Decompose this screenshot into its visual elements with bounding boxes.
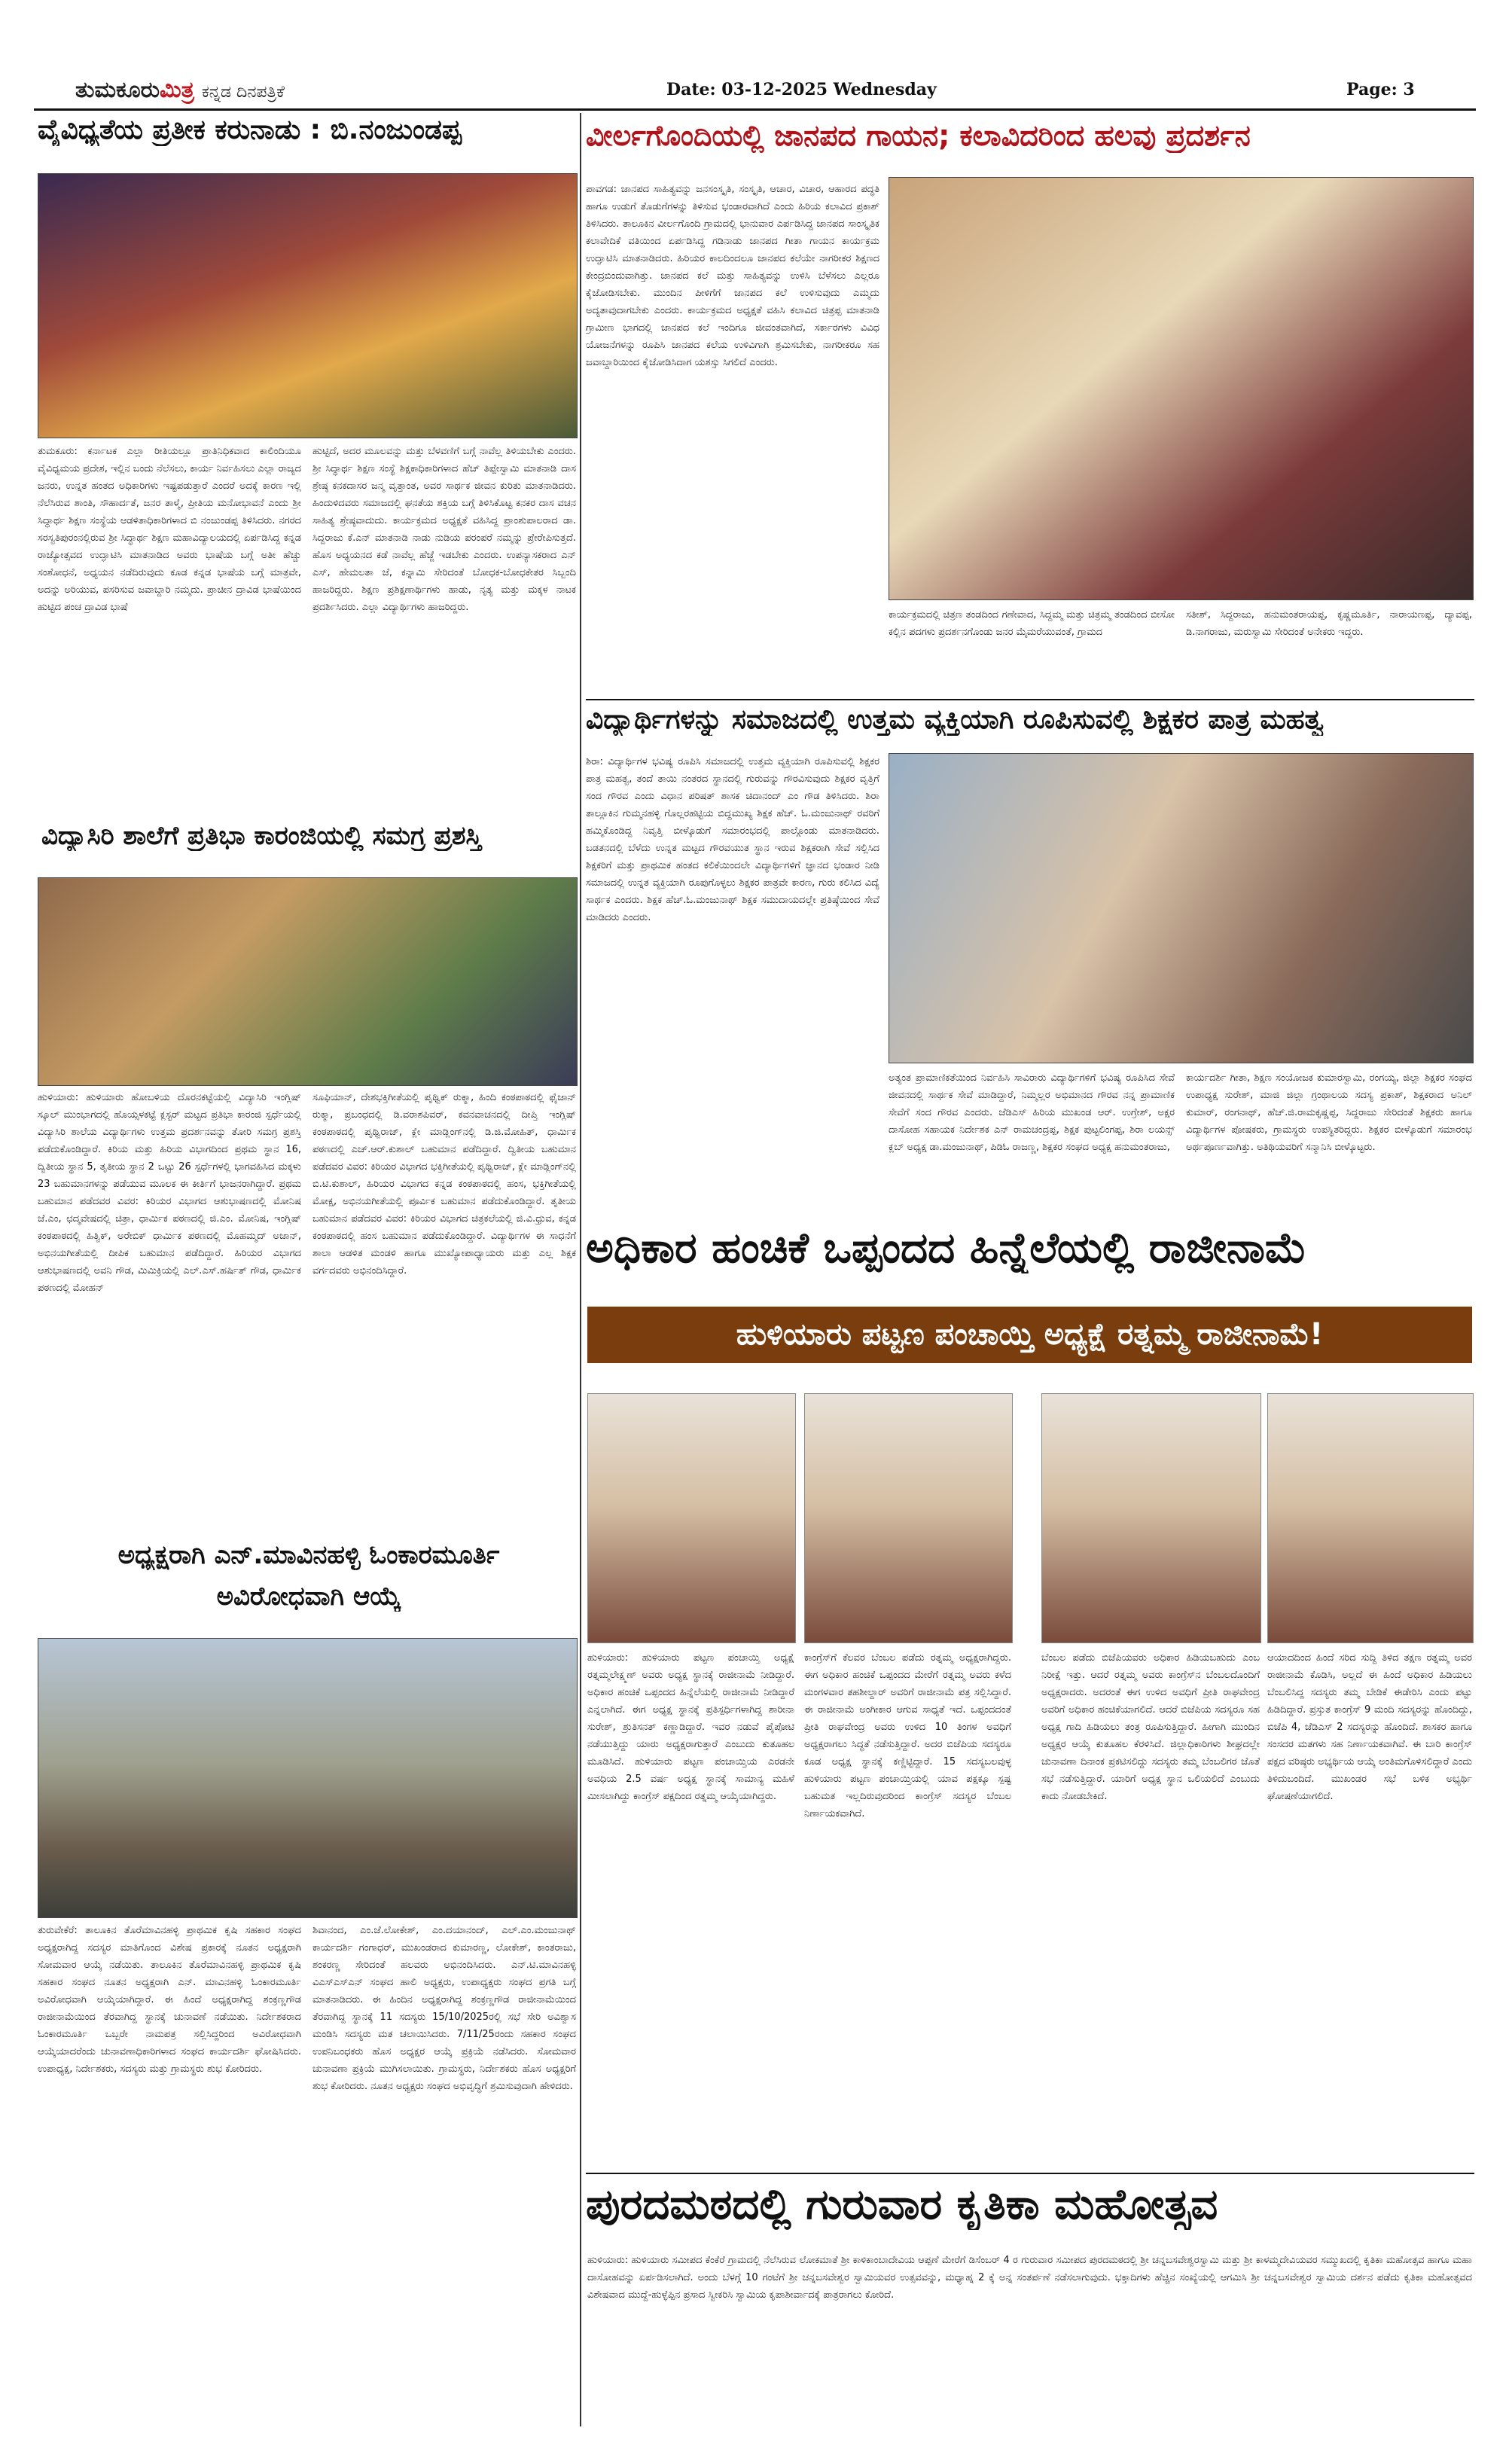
article-headline: ವಿದ್ಯಾರ್ಥಿಗಳನ್ನು ಸಮಾಜದಲ್ಲಿ ಉತ್ತಮ ವ್ಯಕ್ತಿಯಾಗಿ ರೂಪಿಸುವಲ್ಲಿ ಶಿಕ್ಷಕರ ಪಾತ್ರ ಮಹತ್ವ — [586, 704, 1325, 735]
masthead-rule — [34, 108, 1476, 111]
brand-tagline: ಕನ್ನಡ ದಿನಪತ್ರಿಕೆ — [201, 83, 285, 102]
article-body-col: ಕಾರ್ಯಕ್ರಮದಲ್ಲಿ ಚಿತ್ರಣ ತಂಡದಿಂದ ಗಣೇವಾದ, ಸಿದ್ದಮ್ಮ ಮತ್ತು ಚಿತ್ರಮ್ಮ ತಂಡದಿಂದ ಬೀಸೋ ಕಲ್ಲಿನ ಪದಗಳು ಪ್ರದರ್ಶನಗೊಂಡು ಜನರ ಮೈಮರೆಯುವಂತೆ, ಗ್ರಾಮದ — [889, 609, 1175, 638]
article-headline: ವೀರ್ಲಗೊಂದಿಯಲ್ಲಿ ಜಾನಪದ ಗಾಯನ; ಕಲಾವಿದರಿಂದ ಹಲವು ಪ್ರದರ್ಶನ — [586, 119, 1251, 152]
article-headline: ಅಧಿಕಾರ ಹಂಚಿಕೆ ಒಪ್ಪಂದದ ಹಿನ್ನೆಲೆಯಲ್ಲಿ ರಾಜೀನಾಮೆ — [586, 1224, 1307, 1273]
article-body-col: ಕಾರ್ಯದರ್ಶಿ ಗೀತಾ, ಶಿಕ್ಷಣ ಸಂಯೋಜಕ ಕುಮಾರಸ್ವಾಮಿ, ರಂಗಯ್ಯ, ಜಿಲ್ಲಾ ಶಿಕ್ಷಕರ ಸಂಘದ ಉಪಾಧ್ಯಕ್ಷ ಸುರೇಶ್, ಮಾಜಿ ಜಿಲ್ಲಾ ಗ್ರಂಥಾಲಯ ಸದಸ್ಯ ಪ್ರಕಾಶ್, ಶಿಕ್ಷಕರಾದ ಅನಿಲ್ ಕುಮಾರ್, ರಂಗನಾಥ್, ಹೆಚ್.ಜಿ.ರಾಮಕೃಷ್ಣಪ್ಪ, ಸಿದ್ದರಾಜು ಸೇರಿದಂತೆ ಶಿಕ್ಷಕರು ಹಾಗೂ ವಿದ್ಯಾರ್ಥಿಗಳ ಪೋಷಕರು, ಗ್ರಾಮಸ್ಥರು ಉಪಸ್ಥಿತರಿದ್ದರು. ಶಿಕ್ಷಕರ ಬೀಳ್ಕೊಡುಗೆ ಸಮಾರಂಭ ಅರ್ಥಪೂರ್ಣವಾಗಿತ್ತು. ಅತಿಥಿಯವರಿಗೆ ಸನ್ಮಾನಿಸಿ ಬೀಳ್ಕೊಟ್ಟರು. — [1186, 1072, 1472, 1153]
article-body-col: ಹುಳಿಯಾರು: ಹುಳಿಯಾರು ಪಟ್ಟಣ ಪಂಚಾಯ್ತಿ ಅಧ್ಯಕ್ಷೆ ರತ್ನಮ್ಮಲೇಕ್ಷ್ಮಣ್ ಅವರು ಅಧ್ಯಕ್ಷ ಸ್ಥಾನಕ್ಕೆ ರಾಜೀನಾಮೆ ನೀಡಿದ್ದಾರೆ. ಅಧಿಕಾರ ಹಂಚಿಕೆ ಒಪ್ಪಂದದ ಹಿನ್ನೆಲೆಯಲ್ಲಿ ರಾಜೀನಾಮೆ ನೀಡಿದ್ದಾರೆ ಎನ್ನಲಾಗಿದೆ. ಈಗ ಅಧ್ಯಕ್ಷ ಸ್ಥಾನಕ್ಕೆ ಪ್ರತಿಸ್ಪರ್ಧಿಗಳಾಗಿದ್ದ ಶಾರೀನಾ ಸುರೇಶ್, ಶ್ರುತಿಸನತ್ ಕಣ್ಣಾಡಿದ್ದಾರೆ. ಇವರ ನಡುವೆ ಪೈಪೋಟಿ ನಡೆಯುತ್ತಿದ್ದು ಯಾರು ಅಧ್ಯಕ್ಷರಾಗುತ್ತಾರೆ ಎಂಬುದು ಕುತೂಹಲ ಮೂಡಿಸಿದೆ. ಹುಳಿಯಾರು ಪಟ್ಟಣ ಪಂಚಾಯ್ತಿಯ ಎರಡನೇ ಅವಧಿಯ 2.5 ವರ್ಷ ಅಧ್ಯಕ್ಷ ಸ್ಥಾನಕ್ಕೆ ಸಾಮಾನ್ಯ ಮಹಿಳೆ ಮೀಸಲಾಗಿದ್ದು ಕಾಂಗ್ರೆಸ್ ಪಕ್ಷದಿಂದ ರತ್ನಮ್ಮ ಆಯ್ಕೆಯಾಗಿದ್ದರು. — [587, 1652, 794, 1802]
article-body-col: ಸತೀಶ್, ಸಿದ್ದರಾಜು, ಹನುಮಂತರಾಯಪ್ಪ, ಕೃಷ್ಣಮೂರ್ತಿ, ನಾರಾಯಣಪ್ಪ, ದ್ಯಾವಪ್ಪ, ಡಿ.ನಾಗರಾಜು, ಮರುಸ್ವಾಮಿ ಸೇರಿದಂತೆ ಅನೇಕರು ಇದ್ದರು. — [1186, 609, 1472, 638]
article-photo — [889, 177, 1474, 600]
section-divider — [586, 2173, 1474, 2174]
person-portrait — [804, 1393, 1013, 1643]
article-photo — [889, 753, 1474, 1063]
article-body-col: ಕಾಂಗ್ರೆಸ್‌ಗೆ ಕೆಲವರ ಬೆಂಬಲ ಪಡೆದು ರತ್ನಮ್ಮ ಅಧ್ಯಕ್ಷರಾಗಿದ್ದರು. ಈಗ ಅಧಿಕಾರ ಹಂಚಿಕೆ ಒಪ್ಪಂದದ ಮೇರೆಗೆ ರತ್ನಮ್ಮ ಅವರು ಕಳೆದ ಮಂಗಳವಾರ ತಹಶೀಲ್ದಾರ್ ಅವರಿಗೆ ರಾಜೀನಾಮೆ ಪತ್ರ ಸಲ್ಲಿಸಿದ್ದಾರೆ. ಈ ರಾಜೀನಾಮೆ ಅಂಗೀಕಾರ ಆಗುವ ಸಾಧ್ಯತೆ ಇದೆ. ಒಪ್ಪಂದದಂತೆ ಪ್ರೀತಿ ರಾಘವೇಂದ್ರ ಅವರು ಉಳಿದ 10 ತಿಂಗಳ ಅವಧಿಗೆ ಅಧ್ಯಕ್ಷರಾಗಲು ಸಿದ್ಧತೆ ನಡೆಸುತ್ತಿದ್ದಾರೆ. ಅದರ ಬಿಜೆಪಿಯ ಸದಸ್ಯರೂ ಕೂಡ ಅಧ್ಯಕ್ಷ ಸ್ಥಾನಕ್ಕೆ ಕಣ್ಣಿಟ್ಟಿದ್ದಾರೆ. 15 ಸದಸ್ಯಬಲವುಳ್ಳ ಹುಳಿಯಾರು ಪಟ್ಟಣ ಪಂಚಾಯ್ತಿಯಲ್ಲಿ ಯಾವ ಪಕ್ಷಕ್ಕೂ ಸ್ಪಷ್ಟ ಬಹುಮತ ಇಲ್ಲದಿರುವುದರಿಂದ ಕಾಂಗ್ರೆಸ್ ಸದಸ್ಯರ ಬೆಂಬಲ ನಿರ್ಣಾಯಕವಾಗಿದೆ. — [804, 1652, 1011, 1819]
article-body-col: ತುಮಕೂರು: ಕರ್ನಾಟಕ ಎಲ್ಲಾ ರೀತಿಯಲ್ಲೂ ಪ್ರಾತಿನಿಧಿಕವಾದ ಕಾಲಿಂದಿಯೂ ವೈವಿಧ್ಯಮಯ ಪ್ರದೇಶ, ಇಲ್ಲಿನ ಬಂದು ನೆಲೆಸಲು, ಕಾರ್ಯ ನಿರ್ವಹಿಸಲು ಎಲ್ಲಾ ರಾಜ್ಯದ ಜನರು, ಉನ್ನತ ಹಂತದ ಅಧಿಕಾರಿಗಳು ಇಷ್ಟಪಡುತ್ತಾರೆ ಎಂದರೆ ಅದಕ್ಕೆ ಕಾರಣ ಇಲ್ಲಿ ನೆಲೆಸಿರುವ ಶಾಂತಿ, ಸೌಹಾರ್ದತೆ, ಜನರ ತಾಳ್ಮೆ, ಪ್ರೀತಿಯ ಮನೋಭಾವನೆ ಎಂದು ಶ್ರೀ ಸಿದ್ಧಾರ್ಥ ಶಿಕ್ಷಣ ಸಂಸ್ಥೆಯ ಆಡಳಿತಾಧಿಕಾರಿಗಳಾದ ಬಿ ನಂಜುಂಡಪ್ಪ ತಿಳಿಸಿದರು. ನಗರದ ಸರಸ್ವತಿಪುರಂನಲ್ಲಿರುವ ಶ್ರೀ ಸಿದ್ಧಾರ್ಥ ಶಿಕ್ಷಣ ಮಹಾವಿದ್ಯಾಲಯದಲ್ಲಿ ಏರ್ಪಡಿಸಿದ್ದ ಕನ್ನಡ ರಾಜ್ಯೋತ್ಸವದ ಉದ್ಘಾಟಿಸಿ ಮಾತನಾಡಿದ ಅವರು ಭಾಷೆಯ ಬಗ್ಗೆ ಅತೀ ಹೆಚ್ಚು ಸಂಶೋಧನೆ, ಅಧ್ಯಯನ ನಡೆದಿರುವುದು ಕೂಡ ಕನ್ನಡ ಭಾಷೆಯ ಬಗ್ಗೆ ಮಾತ್ರವೇ, ಅದನ್ನು ಅರಿಯುವ, ಪಸರಿಸುವ ಜವಾಬ್ದಾರಿ ನಮ್ಮದು. ಪ್ರಾಚೀನ ದ್ರಾವಿಡ ಭಾಷೆಯಿಂದ ಹುಟ್ಟಿದ ಪಂಚ ದ್ರಾವಿಡ ಭಾಷೆ — [38, 446, 301, 613]
article-headline: ಅವಿರೋಧವಾಗಿ ಆಯ್ಕೆ — [216, 1581, 401, 1612]
column-divider — [580, 113, 581, 2426]
article-headline: ಪುರದಮಠದಲ್ಲಿ ಗುರುವಾರ ಕೃತಿಕಾ ಮಹೋತ್ಸವ — [586, 2180, 1218, 2229]
article-body-col: ಅತ್ಯಂತ ಪ್ರಾಮಾಣಿಕತೆಯಿಂದ ನಿರ್ವಹಿಸಿ ಸಾವಿರಾರು ವಿದ್ಯಾರ್ಥಿಗಳಿಗೆ ಭವಿಷ್ಯ ರೂಪಿಸಿದ ಸೇವೆ ಜೀವನದಲ್ಲಿ ಸಾರ್ಥಕ ಸೇವೆ ಮಾಡಿದ್ದಾರೆ, ನಿಮ್ಮಲ್ಲರ ಅಭಿಮಾನದ ಗೌರವ ನನ್ನ ಪ್ರಾಮಾಣಿಕ ಸೇವೆಗೆ ಸಂದ ಗೌರವ ಎಂದರು. ಜೆಡಿಎಸ್ ಹಿರಿಯ ಮುಖಂಡ ಆರ್. ಉಗ್ರೇಶ್, ಅಕ್ಷರ ದಾಸೋಹ ಸಹಾಯಕ ನಿರ್ದೇಶಕ ಎನ್ ರಾಮಚಂದ್ರಪ್ಪ, ಶಿಕ್ಷಕ ಪುಟ್ಟಲಿಂಗಪ್ಪ, ಶಿರಾ ಲಯನ್ಸ್ ಕ್ಲಬ್ ಅಧ್ಯಕ್ಷ ಡಾ.ಮಂಜುನಾಥ್, ಪಿಡಿಓ ರಾಜಣ್ಣ, ಶಿಕ್ಷಕರ ಸಂಘದ ಅಧ್ಯಕ್ಷ ಹನುಮಂತರಾಜು, — [889, 1072, 1175, 1153]
article-body-col: ಆಯಾದದಿಂದ ಹಿಂದೆ ಸರಿದ ಸುದ್ದಿ ತಿಳಿದ ತಕ್ಷಣ ರತ್ನಮ್ಮ ಅವರ ರಾಜೀನಾಮೆ ಕೊಡಿಸಿ, ಅಲ್ಲದೆ ಈ ಹಿಂದೆ ಅಧಿಕಾರ ಹಿಡಿಯಲು ಬೆಂಬಲಿಸಿದ್ದ ಸದಸ್ಯರು ತಮ್ಮ ಬೇಡಿಕೆ ಈಡೇರಿಸಿ ಎಂದು ಪಟ್ಟು ಹಿಡಿದಿದ್ದಾರೆ. ಪ್ರಸ್ತುತ ಕಾಂಗ್ರೆಸ್ 9 ಮಂದಿ ಸದಸ್ಯರನ್ನು ಹೊಂದಿದ್ದು, ಬಿಜೆಪಿ 4, ಜೆಡಿಎಸ್ 2 ಸದಸ್ಯರನ್ನು ಹೊಂದಿದೆ. ಶಾಸಕರ ಹಾಗೂ ಸಂಸದರ ಮತಗಳು ಸಹ ನಿರ್ಣಾಯಕವಾಗಿವೆ. ಈ ಬಾರಿ ಕಾಂಗ್ರೆಸ್ ಪಕ್ಷದ ವರಿಷ್ಠರು ಅಭ್ಯರ್ಥಿಯ ಆಯ್ಕೆ ಅಂತಿಮಗೊಳಿಸಲಿದ್ದಾರೆ ಎಂದು ತಿಳಿದುಬಂದಿದೆ. ಮುಖಂಡರ ಸಭೆ ಬಳಿಕ ಅಭ್ಯರ್ಥಿ ಘೋಷಣೆಯಾಗಲಿದೆ. — [1267, 1652, 1472, 1802]
article-photo — [38, 1638, 578, 1918]
article-body-col: ಸೂಫಿಯಾನ್, ದೇಶಭಕ್ತಿಗೀತೆಯಲ್ಲಿ ಪೃಥ್ವಿಕ್ ರುಕ್ಮಾ, ಹಿಂದಿ ಕಂಠಪಾಠದಲ್ಲಿ ಫೈಜಾನ್ ರುಕ್ಮಾ, ಪ್ರಬಂಧದಲ್ಲಿ ಡಿ.ವರಾಶಪಿವರ್, ಕವನವಾಚನದಲ್ಲಿ ದೀಪ್ತಿ ಇಂಗ್ಲಿಷ್ ಕಂಠಪಾಠದಲ್ಲಿ ಪೃಥ್ವಿರಾಜ್, ಕ್ಲೇ ಮಾಡ್ಲಿಂಗ್‌ನಲ್ಲಿ ಡಿ.ಜಿ.ಮೋಹಿತ್, ಧಾರ್ಮಿಕ ಪಠಣದಲ್ಲಿ ಎಚ್.ಆರ್.ಕುಶಾಲ್ ಬಹುಮಾನ ಪಡೆದಿದ್ದಾರೆ. ದ್ವಿತೀಯ ಬಹುಮಾನ ಪಡೆದವರ ವಿವರ: ಕಿರಿಯರ ವಿಭಾಗದ ಭಕ್ತಿಗೀತೆಯಲ್ಲಿ ಪೃಥ್ವಿರಾಜ್, ಕ್ಲೇ ಮಾಡ್ಲಿಂಗ್‌ನಲ್ಲಿ ಬಿ.ಟಿ.ಕುಶಾಲ್, ಹಿರಿಯರ ವಿಭಾಗದ ಕನ್ನಡ ಕಂಠಪಾಠದಲ್ಲಿ ಹಂಸ, ಭಕ್ತಿಗೀತೆಯಲ್ಲಿ ಮೋಕ್ಷ, ಅಭಿನಯಗೀತೆಯಲ್ಲಿ ಪೂರ್ವಿಕ ಬಹುಮಾನ ಪಡೆದುಕೊಂಡಿದ್ದಾರೆ. ತೃತೀಯ ಬಹುಮಾನ ಪಡೆದವರ ವಿವರ: ಕಿರಿಯರ ವಿಭಾಗದ ಚಿತ್ರಕಲೆಯಲ್ಲಿ ಜಿ.ವಿ.ಧ್ರುವ, ಕನ್ನಡ ಕಂಠಪಾಠದಲ್ಲಿ ಹಂಸ ಬಹುಮಾನ ಪಡೆದುಕೊಂಡಿದ್ದಾರೆ. ವಿದ್ಯಾರ್ಥಿಗಳ ಈ ಸಾಧನೆಗೆ ಶಾಲಾ ಆಡಳಿತ ಮಂಡಳಿ ಹಾಗೂ ಮುಖ್ಯೋಪಾಧ್ಯಾಯರು ಮತ್ತು ಎಲ್ಲ ಶಿಕ್ಷಕ ವರ್ಗದವರು ಅಭಿನಂದಿಸಿದ್ದಾರೆ. — [312, 1092, 576, 1276]
section-divider — [586, 699, 1474, 700]
article-headline: ವೈವಿಧ್ಯತೆಯ ಪ್ರತೀಕ ಕರುನಾಡು : ಬಿ.ನಂಜುಂಡಪ್ಪ — [38, 114, 462, 145]
article-headline: ಅಧ್ಯಕ್ಷರಾಗಿ ಎನ್.ಮಾವಿನಹಳ್ಳಿ ಓಂಕಾರಮೂರ್ತಿ — [117, 1540, 500, 1570]
article-body-col: ಶಿವಾನಂದ, ಎಂ.ಜೆ.ಲೋಕೇಶ್, ಎಂ.ದಯಾನಂದ್, ಎಲ್.ಎಂ.ಮಂಜುನಾಥ್ ಕಾರ್ಯದರ್ಶಿ ಗಂಗಾಧರ್, ಮುಖಂಡರಾದ ಕುಮಾರಣ್ಣ, ಲೋಕೇಶ್, ಕಾಂತರಾಜು, ಶಂಕರಣ್ಣ ಸೇರಿದಂತೆ ಹಲವರು ಅಭಿನಂದಿಸಿದರು. ಎನ್.ಟಿ.ಮಾವಿನಹಳ್ಳಿ ವಿಎಸ್‌ಎಸ್‌ಎನ್ ಸಂಘದ ಹಾಲಿ ಅಧ್ಯಕ್ಷರು, ಉಪಾಧ್ಯಕ್ಷರು ಸಂಘದ ಪ್ರಗತಿ ಬಗ್ಗೆ ಮಾತನಾಡಿದರು. ಈ ಹಿಂದಿನ ಅಧ್ಯಕ್ಷರಾಗಿದ್ದ ಶಂಕ್ರಣ್ಣಗೌಡ ರಾಜೀನಾಮೆಯಿಂದ ತೆರವಾಗಿದ್ದ ಸ್ಥಾನಕ್ಕೆ 11 ಸದಸ್ಯರು 15/10/2025ರಲ್ಲಿ ಸಭೆ ಸೇರಿ ಅವಿಶ್ವಾಸ ಮಂಡಿಸಿ ಸದಸ್ಯರು ಮತ ಚಲಾಯಿಸಿದರು. 7/11/25ರಂದು ಸಹಕಾರ ಸಂಘದ ಉಪನಿಬಂಧಕರು ಹೊಸ ಅಧ್ಯಕ್ಷರ ಆಯ್ಕೆ ಪ್ರಕ್ರಿಯೆ ನಡೆಸಿದರು. ಸೋಮವಾರ ಚುನಾವಣಾ ಪ್ರಕ್ರಿಯೆ ಮುಗಿಸಲಾಯಿತು. ಗ್ರಾಮಸ್ಥರು, ನಿರ್ದೇಶಕರು ಹೊಸ ಅಧ್ಯಕ್ಷರಿಗೆ ಶುಭ ಕೋರಿದರು. ನೂತನ ಅಧ್ಯಕ್ಷರು ಸಂಘದ ಅಭಿವೃದ್ಧಿಗೆ ಶ್ರಮಿಸುವುದಾಗಿ ಹೇಳಿದರು. — [312, 1925, 576, 2092]
person-portrait — [1041, 1393, 1261, 1643]
article-body-col: ಪಾವಗಡ: ಜಾನಪದ ಸಾಹಿತ್ಯವನ್ನು ಜನಸಂಸ್ಕೃತಿ, ಸಂಸ್ಕೃತಿ, ಆಚಾರ, ವಿಚಾರ, ಆಹಾರದ ಪದ್ಧತಿ ಹಾಗೂ ಉಡುಗೆ ತೊಡುಗೆಗಳನ್ನು ತಿಳಿಸುವ ಭಂಡಾರವಾಗಿದೆ ಎಂದು ಹಿರಿಯ ಕಲಾವಿದ ಪ್ರಕಾಶ್ ತಿಳಿಸಿದರು. ತಾಲೂಕಿನ ವೀರ್ಲಗೊಂದಿ ಗ್ರಾಮದಲ್ಲಿ ಭಾನುವಾರ ಎರ್ಪಡಿಸಿದ್ದ ಜಾನಪದ ಸಾಂಸ್ಕೃತಿಕ ಕಲಾವೇದಿಕೆ ವತಿಯಿಂದ ಏರ್ಪಡಿಸಿದ್ದ ಗಡಿನಾಡು ಜಾನಪದ ಗೀತಾ ಗಾಯನ ಕಾರ್ಯಕ್ರಮ ಉದ್ಘಾಟಿಸಿ ಮಾತನಾಡಿದರು. ಹಿರಿಯರ ಕಾಲದಿಂದಲೂ ಜಾನಪದ ಕಲೆಯೇ ನಾಗರೀಕರ ಶಿಕ್ಷಣದ ಕೇಂದ್ರಬಿಂದುವಾಗಿತ್ತು. ಜಾನಪದ ಕಲೆ ಮತ್ತು ಸಾಹಿತ್ಯವನ್ನು ಉಳಿಸಿ ಬೆಳೆಸಲು ಎಲ್ಲರೂ ಕೈಜೋಡಿಸಬೇಕು. ಮುಂದಿನ ಪೀಳಿಗೆಗೆ ಜಾನಪದ ಕಲೆ ಉಳಿಸುವುದು ಎಮ್ಮದು ಅದ್ಯತಾವುದಾಗಬೇಕು ಎಂದರು. ಕಾರ್ಯಕ್ರಮದ ಅಧ್ಯಕ್ಷತೆ ವಹಿಸಿ ಕಲಾವಿದ ಚಿತ್ರಪ್ಪ ಮಾತನಾಡಿ ಗ್ರಾಮೀಣ ಭಾಗದಲ್ಲಿ ಜಾನಪದ ಕಲೆ ಇಂದಿಗೂ ಜೀವಂತವಾಗಿದೆ, ಸರ್ಕಾರಗಳು ವಿವಿಧ ಯೋಜನೆಗಳನ್ನು ರೂಪಿಸಿ ಜಾನಪದ ಕಲೆಯ ಉಳಿವಿಗಾಗಿ ಶ್ರಮಿಸಬೇಕು, ನಾಗರೀಕರೂ ಸಹ ಜವಾಬ್ದಾರಿಯಿಂದ ಕೈಜೋಡಿಸಿದಾಗ ಯಶಸ್ಸು ಸಿಗಲಿದೆ ಎಂದರು. — [586, 184, 879, 368]
brand-name-accent: ಮಿತ್ರ — [160, 77, 194, 103]
page-number: Page: 3 — [1346, 80, 1415, 99]
issue-date: Date: 03-12-2025 Wednesday — [666, 80, 937, 99]
article-body-col: ಹುಟ್ಟಿದೆ, ಅದರ ಮೂಲವನ್ನು ಮತ್ತು ಬೆಳವಣಿಗೆ ಬಗ್ಗೆ ನಾವೆಲ್ಲ ತಿಳಿಯಬೇಕು ಎಂದರು. ಶ್ರೀ ಸಿದ್ಧಾರ್ಥ ಶಿಕ್ಷಣ ಸಂಸ್ಥೆ ಶಿಕ್ಷಕಾಧಿಕಾರಿಗಳಾದ ಹೆಚ್ ತಿಪ್ಪೇಸ್ವಾಮಿ ಮಾತನಾಡಿ ದಾಸ ಶ್ರೇಷ್ಠ ಕನಕದಾಸರ ಜನ್ಮ ವೃತ್ತಾಂತ, ಅವರ ಸಾರ್ಥಕ ಜೀವನ ಕುರಿತು ಮಾತನಾಡಿದರು. ಹಿಂದುಳಿದವರು ಸಮಾಜದಲ್ಲಿ ಘನತೆಯ ಶಕ್ತಿಯ ಬಗ್ಗೆ ತಿಳಿಸಿಕೊಟ್ಟ ಕನಕರ ದಾಸ ವಚನ ಸಾಹಿತ್ಯ ಶ್ರೇಷ್ಠವಾದುದು. ಕಾರ್ಯಕ್ರಮದ ಅಧ್ಯಕ್ಷತೆ ವಹಿಸಿದ್ದ ಪ್ರಾಂಶುಪಾಲರಾದ ಡಾ. ಸಿದ್ದರಾಜು ಕೆ.ಎನ್ ಮಾತನಾಡಿ ನಾಡು ನುಡಿಯ ಪರಂಪರೆ ನಮ್ಮನ್ನು ಪ್ರೇರೇಪಿಸುತ್ತದೆ. ಹೊಸ ಅಧ್ಯಯನದ ಕಡೆ ನಾವೆಲ್ಲ ಹೆಜ್ಜೆ ಇಡಬೇಕು ಎಂದರು. ಉಪನ್ಯಾಸಕರಾದ ಎನ್ ಎಸ್, ಹೇಮಲತಾ ಜೆ, ಕನ್ನಾಮಿ ಸೇರಿದಂತೆ ಬೋಧಕ-ಬೋಧಕೇತರ ಸಿಬ್ಬಂದಿ ಹಾಜರಿದ್ದರು. ಶಿಕ್ಷಣ ಪ್ರಶಿಕ್ಷಣಾರ್ಥಿಗಳು ಹಾಡು, ನೃತ್ಯ ಮತ್ತು ಮಕ್ಕಳ ನಾಟಕ ಪ್ರದರ್ಶಿಸಿದರು. ಎಲ್ಲಾ ವಿದ್ಯಾರ್ಥಿಗಳು ಹಾಜರಿದ್ದರು. — [312, 446, 576, 613]
article-headline: ವಿದ್ಯಾಸಿರಿ ಶಾಲೆಗೆ ಪ್ರತಿಭಾ ಕಾರಂಜಿಯಲ್ಲಿ ಸಮಗ್ರ ಪ್ರಶಸ್ತಿ — [41, 821, 482, 851]
brand-name: ತುಮಕೂರು — [75, 77, 160, 103]
article-body-col: ತುರುವೇಕೆರೆ: ತಾಲೂಕಿನ ತೊರೆಮಾವಿನಹಳ್ಳಿ ಪ್ರಾಥಮಿಕ ಕೃಷಿ ಸಹಕಾರ ಸಂಘದ ಅಧ್ಯಕ್ಷರಾಗಿದ್ದ ಸದಸ್ಯರ ಮಾತಿಗೊಂದ ವಿಶೇಷ ಪ್ರಕಾರಕ್ಕೆ ನೂತನ ಅಧ್ಯಕ್ಷರಾಗಿ ಸೋಮವಾರ ಆಯ್ಕೆ ನಡೆಯಿತು. ತಾಲೂಕಿನ ತೊರೆಮಾವಿನಹಳ್ಳಿ ಪ್ರಾಥಮಿಕ ಕೃಷಿ ಸಹಕಾರ ಸಂಘದ ನೂತನ ಅಧ್ಯಕ್ಷರಾಗಿ ಎನ್. ಮಾವಿನಹಳ್ಳಿ ಓಂಕಾರಮೂರ್ತಿ ಅವಿರೋಧವಾಗಿ ಆಯ್ಕೆಯಾಗಿದ್ದಾರೆ. ಈ ಹಿಂದೆ ಅಧ್ಯಕ್ಷರಾಗಿದ್ದ ಶಂಕ್ರಣ್ಣಗೌಡ ರಾಜೀನಾಮೆಯಿಂದ ತೆರವಾಗಿದ್ದ ಸ್ಥಾನಕ್ಕೆ ಚುನಾವಣೆ ನಡೆಯಿತು. ನಿರ್ದೇಶಕರಾದ ಓಂಕಾರಮೂರ್ತಿ ಒಬ್ಬರೇ ನಾಮಪತ್ರ ಸಲ್ಲಿಸಿದ್ದರಿಂದ ಅವಿರೋಧವಾಗಿ ಆಯ್ಕೆಯಾದರೆಂದು ಚುನಾವಣಾಧಿಕಾರಿಗಳಾದ ಸಂಘದ ಕಾರ್ಯದರ್ಶಿ ಘೋಷಿಸಿದರು. ಉಪಾಧ್ಯಕ್ಷ, ನಿರ್ದೇಶಕರು, ಸದಸ್ಯರು ಮತ್ತು ಗ್ರಾಮಸ್ಥರು ಶುಭ ಕೋರಿದರು. — [38, 1925, 301, 2075]
headline-banner: ಹುಳಿಯಾರು ಪಟ್ಟಣ ಪಂಚಾಯ್ತಿ ಅಧ್ಯಕ್ಷೆ ರತ್ನಮ್ಮ ರಾಜೀನಾಮೆ! — [587, 1307, 1472, 1363]
article-photo — [38, 877, 578, 1086]
article-body-col: ಬೆಂಬಲ ಪಡೆದು ಬಿಜೆಪಿಯವರು ಅಧಿಕಾರ ಹಿಡಿಯಬಹುದು ಎಂಬ ನಿರೀಕ್ಷೆ ಇತ್ತು. ಆದರೆ ರತ್ನಮ್ಮ ಅವರು ಕಾಂಗ್ರೆಸ್‌ನ ಬೆಂಬಲದೊಂದಿಗೆ ಅಧ್ಯಕ್ಷರಾದರು. ಅದರಂತೆ ಈಗ ಉಳಿದ ಅವಧಿಗೆ ಪ್ರೀತಿ ರಾಘವೇಂದ್ರ ಅವರಿಗೆ ಅಧಿಕಾರ ಹಂಚಿಕೆಯಾಗಲಿದೆ. ಆದರೆ ಬಿಜೆಪಿಯ ಸದಸ್ಯರೂ ಸಹ ಅಧ್ಯಕ್ಷ ಗಾದಿ ಹಿಡಿಯಲು ತಂತ್ರ ರೂಪಿಸುತ್ತಿದ್ದಾರೆ. ಹೀಗಾಗಿ ಮುಂದಿನ ಅಧ್ಯಕ್ಷರ ಆಯ್ಕೆ ಕುತೂಹಲ ಕೆರಳಿಸಿದೆ. ಜಿಲ್ಲಾಧಿಕಾರಿಗಳು ಶೀಘ್ರದಲ್ಲೇ ಚುನಾವಣಾ ದಿನಾಂಕ ಪ್ರಕಟಿಸಲಿದ್ದು ಸದಸ್ಯರು ತಮ್ಮ ಬೆಂಬಲಿಗರ ಜೊತೆ ಸಭೆ ನಡೆಸುತ್ತಿದ್ದಾರೆ. ಯಾರಿಗೆ ಅಧ್ಯಕ್ಷ ಸ್ಥಾನ ಒಲಿಯಲಿದೆ ಎಂಬುದು ಕಾದು ನೋಡಬೇಕಿದೆ. — [1041, 1652, 1260, 1802]
article-photo — [38, 173, 578, 438]
article-body-col: ಶಿರಾ: ವಿದ್ಯಾರ್ಥಿಗಳ ಭವಿಷ್ಯ ರೂಪಿಸಿ ಸಮಾಜದಲ್ಲಿ ಉತ್ತಮ ವ್ಯಕ್ತಿಯಾಗಿ ರೂಪಿಸುವಲ್ಲಿ ಶಿಕ್ಷಕರ ಪಾತ್ರ ಮಹತ್ವ, ತಂದೆ ತಾಯಿ ನಂತರದ ಸ್ಥಾನದಲ್ಲಿ ಗುರುವನ್ನು ಗೌರವಿಸುವುದು ಶಿಕ್ಷಕರ ವೃತ್ತಿಗೆ ಸಂದ ಗೌರವ ಎಂದು ವಿಧಾನ ಪರಿಷತ್ ಶಾಸಕ ಚಿದಾನಂದ್ ಎಂ ಗೌಡ ತಿಳಿಸಿದರು. ಶಿರಾ ತಾಲ್ಲೂಕಿನ ಗುಮ್ಮನಹಳ್ಳಿ ಗೊಲ್ಲರಹಟ್ಟಿಯ ಬಿದ್ದಮುಖ್ಯ ಶಿಕ್ಷಕ ಹೆಚ್. ಓ.ಮಂಜುನಾಥ್ ರವರಿಗೆ ಹಮ್ಮಿಕೊಂಡಿದ್ದ ನಿವೃತ್ತಿ ಬೀಳ್ಕೊಡುಗೆ ಸಮಾರಂಭದಲ್ಲಿ ಪಾಲ್ಗೊಂಡು ಮಾತನಾಡಿದರು. ಬಡತನದಲ್ಲಿ ಬೆಳೆದು ಉನ್ನತ ಮಟ್ಟದ ಗೌರವಯುತ ಸ್ಥಾನ ಇರುವ ಶಿಕ್ಷಕರಾಗಿ ಸೇವೆ ಸಲ್ಲಿಸಿದ ಶಿಕ್ಷಕರಿಗೆ ಮತ್ತು ಪ್ರಾಥಮಿಕ ಹಂತದ ಕಲಿಕೆಯಿಂದಲೇ ವಿದ್ಯಾರ್ಥಿಗಳಿಗೆ ಜ್ಞಾನದ ಭಂಡಾರ ನೀಡಿ ಸಮಾಜದಲ್ಲಿ ಉನ್ನತ ವ್ಯಕ್ತಿಯಾಗಿ ರೂಪುಗೊಳ್ಳಲು ಶಿಕ್ಷಕರ ಪಾತ್ರವೇ ಕಾರಣ, ಗುರು ಕಲಿಸಿದ ವಿದ್ಯೆ ಸಾರ್ಥಕ ಎಂದರು. ಶಿಕ್ಷಕ ಹೆಚ್.ಓ.ಮಂಜುನಾಥ್ ಶಿಕ್ಷಕ ಸಮುದಾಯದಲ್ಲೇ ಪ್ರತಿಷ್ಠೆಯಿಂದ ಸೇವೆ ಮಾಡಿದರು ಎಂದರು. — [586, 756, 879, 923]
person-portrait — [587, 1393, 796, 1643]
article-body-col: ಹುಳಿಯಾರು: ಹುಳಿಯಾರು ಹೋಬಳಿಯ ದೊರನಕಟ್ಟೆಯಲ್ಲಿ ವಿದ್ಯಾಸಿರಿ ಇಂಗ್ಲಿಷ್ ಸ್ಕೂಲ್ ಮುಂಭಾಗದಲ್ಲಿ ಹೊಯ್ಸಳಕಟ್ಟೆ ಕ್ಲಸ್ಟರ್ ಮಟ್ಟದ ಪ್ರತಿಭಾ ಕಾರಂಜಿ ಸ್ಪರ್ಧೆಯಲ್ಲಿ ವಿದ್ಯಾಸಿರಿ ಶಾಲೆಯ ವಿದ್ಯಾರ್ಥಿಗಳು ಉತ್ತಮ ಪ್ರದರ್ಶನವನ್ನು ತೋರಿ ಸಮಗ್ರ ಪ್ರಶಸ್ತಿ ಪಡೆದುಕೊಂಡಿದ್ದಾರೆ. ಕಿರಿಯ ಮತ್ತು ಹಿರಿಯ ವಿಭಾಗದಿಂದ ಪ್ರಥಮ ಸ್ಥಾನ 16, ದ್ವಿತೀಯ ಸ್ಥಾನ 5, ತೃತೀಯ ಸ್ಥಾನ 2 ಒಟ್ಟು 26 ಸ್ಪರ್ಧೆಗಳಲ್ಲಿ ಭಾಗವಹಿಸಿದ ಮಕ್ಕಳು 23 ಬಹುಮಾನಗಳನ್ನು ಪಡೆಯುವ ಮೂಲಕ ಈ ಕೀರ್ತಿಗೆ ಭಾಜನರಾಗಿದ್ದಾರೆ. ಪ್ರಥಮ ಬಹುಮಾನ ಪಡೆದವರ ವಿವರ: ಕಿರಿಯರ ವಿಭಾಗದ ಆಶುಭಾಷಣದಲ್ಲಿ ಮೋನಿಷ ಜೆ.ಎಂ, ಛದ್ಮವೇಷದಲ್ಲಿ ಚಿತ್ರಾ, ಧಾರ್ಮಿಕ ಪಠಣದಲ್ಲಿ ಜಿ.ಎಂ. ಮೋನಿಷ, ಇಂಗ್ಲಿಷ್ ಕಂಠಪಾಠದಲ್ಲಿ ಹಿತ್ವಿಕ್, ಅರೇಬಿಕ್ ಧಾರ್ಮಿಕ ಪಠಣದಲ್ಲಿ ಮೊಹಮ್ಮದ್ ಅಜಾನ್, ಅಭಿನಯಗೀತೆಯಲ್ಲಿ ದೀಪಿಕ ಬಹುಮಾನ ಪಡೆದಿದ್ದಾರೆ. ಹಿರಿಯರ ವಿಭಾಗದ ಆಶುಭಾಷಣದಲ್ಲಿ ಅವನಿ ಗೌಡ, ಮಿಮಿಕ್ರಿಯಲ್ಲಿ ಎಲ್.ಎಸ್.ಹರ್ಷಿತ್ ಗೌಡ, ಧಾರ್ಮಿಕ ಪಠಣದಲ್ಲಿ ಮೋಹನ್ — [38, 1092, 301, 1294]
masthead-logo — [75, 77, 285, 103]
article-body: ಹುಳಿಯಾರು: ಹುಳಿಯಾರು ಸಮೀಪದ ಕೆಂಕೆರೆ ಗ್ರಾಮದಲ್ಲಿ ನೆಲೆಸಿರುವ ಲೋಕಮಾತೆ ಶ್ರೀ ಕಾಳಿಕಾಂಬಾದೇವಿಯ ಆಪ್ಪಣೆ ಮೇರೆಗೆ ಡಿಸೆಂಬರ್ 4 ರ ಗುರುವಾರ ಸಮೀಪದ ಪುರದಮಠದಲ್ಲಿ ಶ್ರೀ ಚನ್ನಬಸವೇಶ್ವರಸ್ವಾಮಿ ಮತ್ತು ಶ್ರೀ ಕಾಳಮ್ಮದೇವಿಯವರ ಸಮ್ಮುಖದಲ್ಲಿ ಕೃತಿಕಾ ಮಹೋತ್ಸವ ಹಾಗೂ ಮಹಾ ದಾಸೋಹವನ್ನು ಏರ್ಪಡಿಸಲಾಗಿದೆ. ಅಂದು ಬೆಳಗ್ಗೆ 10 ಗಂಟೆಗೆ ಶ್ರೀ ಚನ್ನಬಸವೇಶ್ವರ ಸ್ವಾಮಿಯವರ ಉತ್ಸವವನ್ನು, ಮಧ್ಯಾಹ್ನ 2 ಕ್ಕೆ ಅನ್ನ ಸಂತರ್ಪಣೆ ನಡೆಸಲಾಗುವುದು. ಭಕ್ತಾದಿಗಳು ಹೆಚ್ಚಿನ ಸಂಖ್ಯೆಯಲ್ಲಿ ಆಗಮಿಸಿ ಶ್ರೀ ಚನ್ನಬಸವೇಶ್ವರ ಸ್ವಾಮಿಯ ದರ್ಶನ ಪಡೆದು ಕೃತಿಕಾ ಮಹೋತ್ಸವದ ವಿಶೇಷವಾದ ಮುದ್ದೆ-ಹುಳ್ಳೆಪ್ಪಿನ ಪ್ರಸಾದ ಸ್ವೀಕರಿಸಿ ಸ್ವಾಮಿಯ ಕೃಪಾಶೀರ್ವಾದಕ್ಕೆ ಪಾತ್ರರಾಗಲು ಕೋರಿದೆ. — [587, 2255, 1472, 2301]
person-portrait — [1267, 1393, 1474, 1643]
